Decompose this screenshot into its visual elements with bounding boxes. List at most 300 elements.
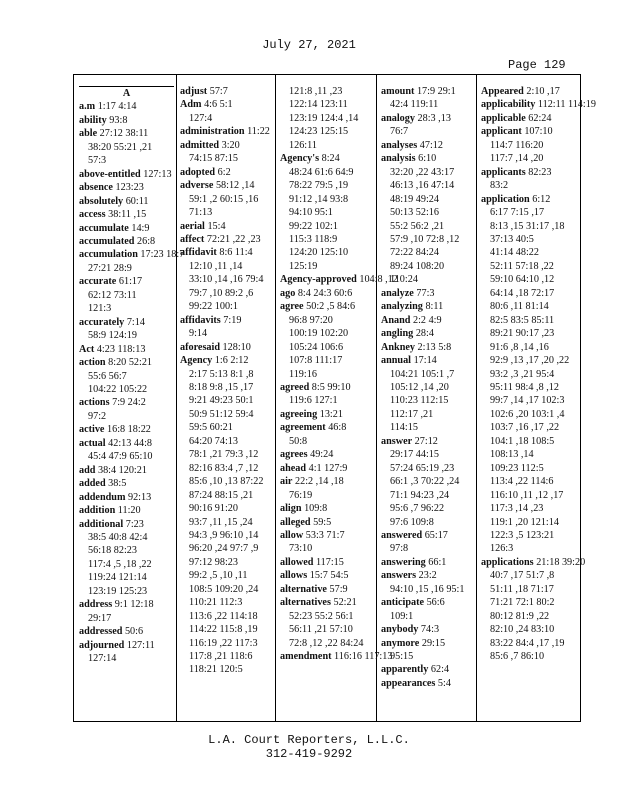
page-refs: 38:5 40:8 42:4 xyxy=(88,531,148,543)
page-refs: 56:11 ,21 57:10 xyxy=(289,624,353,636)
page-refs: 66:1 xyxy=(428,556,447,568)
page-refs: 8:18 9:8 ,15 ,17 xyxy=(189,381,254,393)
page-refs: 92:13 xyxy=(127,491,152,503)
page-refs: 115:3 118:9 xyxy=(289,233,338,245)
index-entry xyxy=(381,139,475,152)
page-refs: 117:8 ,21 118:6 xyxy=(189,651,253,663)
index-column-4 xyxy=(381,85,475,717)
index-term: analyzing xyxy=(381,301,423,313)
index-term: accurate xyxy=(79,276,117,288)
index-entry xyxy=(280,287,375,300)
footer-phone: 312-419-9292 xyxy=(265,747,353,761)
page-refs: 11:22 xyxy=(247,126,270,138)
page-refs: 22:2 ,14 ,18 xyxy=(295,476,344,488)
index-term: amount xyxy=(381,86,415,97)
index-term: answers xyxy=(381,570,417,582)
page-refs: 94:3 ,9 96:10 ,14 xyxy=(189,529,259,541)
page-refs: 8:20 52:21 xyxy=(108,357,153,369)
page-refs: 127:4 xyxy=(189,112,213,124)
index-entry xyxy=(280,529,375,556)
index-term: accurately xyxy=(79,316,125,328)
index-entry xyxy=(381,435,475,529)
page-refs: 27:12 38:11 xyxy=(99,128,149,140)
index-entry xyxy=(79,248,185,275)
page-refs: 105:12 ,14 ,20 xyxy=(390,381,449,393)
index-entry xyxy=(280,300,375,381)
page-refs: 78:1 ,21 79:3 ,12 xyxy=(189,449,259,461)
page-refs: 2:17 5:13 8:1 ,8 xyxy=(189,368,254,380)
page-refs: 48:24 61:6 64:9 xyxy=(289,166,354,178)
page-refs: 64:14 ,18 72:17 xyxy=(490,287,555,299)
page-refs: 7:23 xyxy=(125,518,144,530)
page-refs: 9:14 xyxy=(189,328,208,340)
index-entry xyxy=(381,556,475,569)
page-refs: 87:24 88:15 ,21 xyxy=(189,489,254,501)
page-refs: 11:20 xyxy=(117,505,141,517)
index-entry xyxy=(79,464,174,477)
index-entry xyxy=(79,208,174,221)
page-refs: 6:10 xyxy=(418,153,437,165)
page-refs: 117:7 ,14 ,20 xyxy=(490,153,544,165)
page-refs: 117:3 ,14 ,23 xyxy=(490,503,544,515)
page-refs: 9:1 12:18 xyxy=(114,599,154,611)
index-term: adopted xyxy=(180,166,216,178)
index-term: application xyxy=(481,193,530,205)
index-entry xyxy=(381,529,475,556)
index-term: applications xyxy=(481,556,534,568)
page-refs: 46:13 ,16 47:14 xyxy=(390,180,455,192)
index-term: action xyxy=(79,357,106,369)
page-refs: 8:4 24:3 60:6 xyxy=(297,287,353,299)
index-frame xyxy=(73,74,596,722)
page-refs: 123:23 xyxy=(115,182,144,194)
index-term: analyze xyxy=(381,287,414,299)
index-entry xyxy=(280,502,375,515)
index-term: absence xyxy=(79,182,113,194)
page-refs: 74:15 87:15 xyxy=(189,153,238,165)
index-entry xyxy=(280,152,375,273)
page-refs: 6:17 7:15 ,17 xyxy=(490,207,545,219)
index-term: actions xyxy=(79,397,110,409)
index-term: agreed xyxy=(280,381,310,393)
page-refs: 76:7 xyxy=(390,126,409,138)
index-term: apparently xyxy=(381,664,429,676)
page-refs: 97:6 109:8 xyxy=(390,516,434,528)
index-entry xyxy=(280,583,375,596)
page-refs: 65:17 xyxy=(424,529,448,541)
index-term: appearances xyxy=(381,677,436,689)
index-term: Adm xyxy=(180,99,202,111)
index-term: annual xyxy=(381,355,412,367)
index-entry xyxy=(381,569,475,596)
index-term: applicability xyxy=(481,99,536,111)
page-refs: 99:7 ,14 ,17 102:3 xyxy=(490,395,565,407)
index-entry xyxy=(481,85,580,98)
index-entry xyxy=(280,85,375,152)
page-refs: 60:11 xyxy=(125,195,149,207)
page-refs: 1:17 4:14 xyxy=(97,101,137,113)
page-refs: 126:3 xyxy=(490,543,514,555)
index-term: alternative xyxy=(280,583,327,595)
index-term: alleged xyxy=(280,516,311,528)
page-refs: 50:8 xyxy=(289,435,308,447)
page-refs: 89:24 108:20 xyxy=(390,260,445,272)
page-refs: 9:21 49:23 50:1 xyxy=(189,395,254,407)
page-refs: 59:5 xyxy=(313,516,332,528)
page-refs: 62:12 73:11 xyxy=(88,289,137,301)
page-refs: 126:11 xyxy=(289,139,317,151)
index-term: Agency xyxy=(180,355,213,367)
index-term: analogy xyxy=(381,112,415,124)
index-entry xyxy=(180,179,274,219)
index-term: a.m xyxy=(79,101,96,113)
index-entry xyxy=(79,100,174,113)
page-refs: 97:8 xyxy=(390,543,409,555)
page-refs: 26:8 xyxy=(137,235,156,247)
index-term: anticipate xyxy=(381,597,425,609)
column-divider xyxy=(176,75,177,721)
page-refs: 99:2 ,5 ,10 ,11 xyxy=(189,570,248,582)
index-entry xyxy=(180,233,274,246)
page-refs: 15:7 54:5 xyxy=(309,570,349,582)
index-term: answered xyxy=(381,529,423,541)
page-refs: 42:4 119:11 xyxy=(390,99,439,111)
column-divider xyxy=(275,75,276,721)
index-term: angling xyxy=(381,328,414,340)
page-refs: 105:24 106:6 xyxy=(289,341,344,353)
page-refs: 52:23 55:2 56:1 xyxy=(289,610,354,622)
page-refs: 104:1 ,18 108:5 xyxy=(490,435,555,447)
index-entry xyxy=(381,341,475,354)
page-refs: 41:14 48:22 xyxy=(490,247,539,259)
page-refs: 45:4 47:9 65:10 xyxy=(88,451,153,463)
page-refs: 94:10 ,15 ,16 95:1 xyxy=(390,583,465,595)
index-term: adjourned xyxy=(79,639,125,651)
page-refs: 95:11 98:4 ,8 ,12 xyxy=(490,381,559,393)
index-term: additional xyxy=(79,518,124,530)
index-entry xyxy=(180,314,274,341)
page-refs: 112:17 ,21 xyxy=(390,408,434,420)
page-refs: 71:1 94:23 ,24 xyxy=(390,489,450,501)
index-entry xyxy=(79,423,174,436)
index-term: addition xyxy=(79,505,116,517)
index-entry xyxy=(79,639,174,666)
index-term: ago xyxy=(280,287,296,299)
index-term: allowed xyxy=(280,556,314,568)
index-entry xyxy=(79,127,174,167)
page-number: Page 129 xyxy=(508,58,566,72)
index-term: agrees xyxy=(280,449,308,461)
page-refs: 97:2 xyxy=(88,410,107,422)
index-term: address xyxy=(79,599,113,611)
page-refs: 102:6 ,20 103:1 ,4 xyxy=(490,408,565,420)
page-refs: 94:10 95:1 xyxy=(289,207,333,219)
index-entry xyxy=(481,112,580,125)
page-refs: 4:23 118:13 xyxy=(96,343,146,355)
index-term: adjust xyxy=(180,86,208,97)
index-entry xyxy=(79,437,174,464)
page-refs: 109:8 xyxy=(304,503,328,515)
index-term: Appeared xyxy=(481,86,524,97)
index-entry xyxy=(79,504,174,517)
index-term: accumulate xyxy=(79,222,129,234)
index-entry xyxy=(180,139,274,166)
page-refs: 116:19 ,22 117:3 xyxy=(189,637,258,649)
page-refs: 8:24 xyxy=(321,153,340,165)
page-refs: 82:10 ,24 83:10 xyxy=(490,624,555,636)
page-refs: 93:7 ,11 ,15 ,24 xyxy=(189,516,253,528)
index-entry xyxy=(180,85,274,98)
index-entry xyxy=(280,650,393,663)
page-refs: 71:13 xyxy=(189,207,213,219)
index-term: admitted xyxy=(180,139,220,151)
page-refs: 93:2 ,3 ,21 95:4 xyxy=(490,368,555,380)
index-entry xyxy=(180,220,274,233)
index-term: ability xyxy=(79,114,107,126)
page-refs: 103:7 ,16 ,17 ,22 xyxy=(490,422,560,434)
index-term: allow xyxy=(280,529,304,541)
page-refs: 119:1 ,20 121:14 xyxy=(490,516,559,528)
page-refs: 5:4 xyxy=(437,677,451,689)
page-refs: 6:2 xyxy=(217,166,231,178)
index-column-1 xyxy=(79,85,185,717)
page-refs: 95:6 ,7 96:22 xyxy=(390,503,445,515)
page-refs: 90:16 91:20 xyxy=(189,503,238,515)
index-term: Anand xyxy=(381,314,411,326)
page-refs: 93:8 xyxy=(109,114,128,126)
index-entry xyxy=(481,166,580,193)
index-entry xyxy=(180,125,274,138)
page-refs: 96:8 97:20 xyxy=(289,314,333,326)
page-refs: 61:17 xyxy=(118,276,143,288)
page-refs: 100:19 102:20 xyxy=(289,328,349,340)
page-refs: 99:22 102:1 xyxy=(289,220,338,232)
index-term: amendment xyxy=(280,651,332,663)
page-refs: 108:13 ,14 xyxy=(490,449,534,461)
page-refs: 119:6 127:1 xyxy=(289,395,338,407)
page-refs: 124:23 125:15 xyxy=(289,126,349,138)
page-refs: 109:1 xyxy=(390,610,414,622)
page-refs: 91:6 ,8 ,14 ,16 xyxy=(490,341,549,353)
page-refs: 122:14 123:11 xyxy=(289,99,348,111)
index-entry xyxy=(79,316,174,343)
index-entry xyxy=(79,518,174,599)
page-refs: 110:23 112:15 xyxy=(390,395,449,407)
index-entry xyxy=(180,98,274,125)
page-refs: 73:10 xyxy=(289,543,313,555)
index-entry xyxy=(280,381,375,408)
page-refs: 4:6 5:1 xyxy=(204,99,233,111)
page-refs: 50:2 ,5 84:6 xyxy=(306,301,356,313)
index-entry xyxy=(180,341,274,354)
index-term: alternatives xyxy=(280,597,331,609)
index-entry xyxy=(280,475,375,502)
page-refs: 117:4 ,5 ,18 ,22 xyxy=(88,558,152,570)
index-term: accumulation xyxy=(79,249,138,261)
page-refs: 92:9 ,13 ,17 ,20 ,22 xyxy=(490,355,570,367)
page-refs: 121:3 xyxy=(88,303,112,315)
page-refs: 4:1 127:9 xyxy=(308,462,348,474)
page-refs: 114:7 116:20 xyxy=(490,139,544,151)
page-refs: 8:6 11:4 xyxy=(219,247,253,259)
page-refs: 117:15 xyxy=(315,556,344,568)
page-refs: 57:9 xyxy=(329,583,348,595)
page-refs: 110:24 xyxy=(390,274,418,286)
page-refs: 27:12 xyxy=(414,435,438,447)
page-refs: 82:16 83:4 ,7 ,12 xyxy=(189,462,259,474)
index-term: accumulated xyxy=(79,235,135,247)
page-refs: 119:24 121:14 xyxy=(88,572,147,584)
index-term: adverse xyxy=(180,180,214,192)
page-refs: 37:13 40:5 xyxy=(490,233,534,245)
index-term: affidavit xyxy=(180,247,217,259)
page-refs: 8:11 xyxy=(425,301,444,313)
index-term: able xyxy=(79,128,98,140)
index-entry xyxy=(481,556,586,664)
index-term: actual xyxy=(79,437,106,449)
page-refs: 29:17 44:15 xyxy=(390,449,439,461)
page-refs: 99:22 100:1 xyxy=(189,301,238,313)
page-refs: 114:15 xyxy=(390,422,418,434)
index-term: anybody xyxy=(381,624,419,636)
index-entry xyxy=(381,314,475,327)
page-refs: 85:6 ,7 86:10 xyxy=(490,651,545,663)
index-entry xyxy=(481,125,580,165)
page-refs: 2:10 ,17 xyxy=(526,86,560,97)
index-entry xyxy=(79,168,174,181)
index-entry xyxy=(280,596,375,650)
page-refs: 110:21 112:3 xyxy=(189,597,243,609)
page-refs: 6:12 xyxy=(532,193,551,205)
page-refs: 59:10 64:10 ,12 xyxy=(490,274,555,286)
index-entry xyxy=(79,195,174,208)
page-refs: 28:3 ,13 xyxy=(417,112,451,124)
page-refs: 123:19 125:23 xyxy=(88,585,148,597)
page-refs: 97:12 98:23 xyxy=(189,556,238,568)
index-term: add xyxy=(79,464,96,476)
page-refs: 104:8 ,12 xyxy=(359,274,398,286)
page-refs: 50:13 52:16 xyxy=(390,207,439,219)
page-refs: 95:15 xyxy=(390,651,414,663)
page-refs: 124:20 125:10 xyxy=(289,247,349,259)
index-term: agreement xyxy=(280,422,326,434)
index-term: align xyxy=(280,503,302,515)
page-refs: 77:3 xyxy=(416,287,435,299)
page-refs: 85:6 ,10 ,13 87:22 xyxy=(189,476,264,488)
index-term: aforesaid xyxy=(180,341,220,353)
page-refs: 59:5 60:21 xyxy=(189,422,233,434)
index-entry xyxy=(79,356,174,396)
page-refs: 55:6 56:7 xyxy=(88,370,127,382)
page-refs: 76:19 xyxy=(289,489,313,501)
page-refs: 29:15 xyxy=(421,637,446,649)
index-term: added xyxy=(79,478,106,490)
page-refs: 49:24 xyxy=(310,449,334,461)
index-term: answering xyxy=(381,556,426,568)
page-refs: 21:18 39:20 xyxy=(536,556,586,568)
index-entry xyxy=(381,637,475,664)
page-refs: 48:19 49:24 xyxy=(390,193,439,205)
page-refs: 62:4 xyxy=(430,664,450,676)
index-entry xyxy=(180,354,274,677)
page-refs: 113:4 ,22 114:6 xyxy=(490,476,554,488)
page-refs: 50:9 51:12 59:4 xyxy=(189,408,254,420)
page-refs: 109:23 112:5 xyxy=(490,462,544,474)
index-term: ahead xyxy=(280,462,307,474)
page-refs: 112:11 114:19 xyxy=(537,99,596,111)
index-term: aerial xyxy=(180,220,205,232)
page-refs: 17:23 18:7 xyxy=(140,249,185,261)
index-term: affect xyxy=(180,233,205,245)
page-refs: 50:6 xyxy=(124,626,144,638)
index-entry xyxy=(280,421,375,448)
index-term: absolutely xyxy=(79,195,124,207)
column-divider xyxy=(376,75,377,721)
page-refs: 127:14 xyxy=(88,653,117,665)
index-entry xyxy=(381,677,475,690)
page-refs: 58:9 124:19 xyxy=(88,330,137,342)
page-refs: 127:11 xyxy=(126,639,155,651)
page-refs: 1:6 2:12 xyxy=(214,355,249,367)
page-refs: 55:2 56:2 ,21 xyxy=(390,220,445,232)
page-refs: 64:20 74:13 xyxy=(189,435,238,447)
index-entry xyxy=(381,112,475,139)
page-refs: 52:11 57:18 ,22 xyxy=(490,260,554,272)
index-entry xyxy=(180,166,274,179)
page-refs: 74:3 xyxy=(420,624,440,636)
index-entry xyxy=(180,246,274,313)
index-entry xyxy=(280,408,375,421)
page-refs: 83:2 xyxy=(490,180,509,192)
page-refs: 108:5 109:20 ,24 xyxy=(189,583,259,595)
page-refs: 114:22 115:8 ,19 xyxy=(189,624,258,636)
index-term: affidavits xyxy=(180,314,221,326)
index-entry xyxy=(381,300,475,313)
page-refs: 78:22 79:5 ,19 xyxy=(289,180,349,192)
page-refs: 72:22 84:24 xyxy=(390,247,439,259)
page-refs: 7:19 xyxy=(223,314,242,326)
page-refs: 17:14 xyxy=(413,355,437,367)
page-refs: 13:21 xyxy=(319,408,343,420)
index-entry xyxy=(79,598,174,625)
index-term: air xyxy=(280,476,293,488)
index-term: Agency's xyxy=(280,153,320,165)
index-entry xyxy=(280,273,398,286)
index-entry xyxy=(381,623,475,636)
index-entry xyxy=(79,477,174,490)
page-refs: 52:21 xyxy=(333,597,357,609)
page-refs: 38:20 55:21 ,21 xyxy=(88,141,153,153)
index-term: Act xyxy=(79,343,95,355)
page-refs: 72:8 ,12 ,22 84:24 xyxy=(289,637,364,649)
page-refs: 38:5 xyxy=(108,478,127,490)
page-refs: 123:19 124:4 ,14 xyxy=(289,112,359,124)
index-column-5 xyxy=(481,85,596,717)
page-date: July 27, 2021 xyxy=(262,38,356,52)
page-refs: 8:13 ,15 31:17 ,18 xyxy=(490,220,565,232)
page-refs: 116:10 ,11 ,12 ,17 xyxy=(490,489,564,501)
index-term: access xyxy=(79,209,106,221)
index-term: applicable xyxy=(481,112,526,124)
index-entry xyxy=(381,287,475,300)
index-term: applicants xyxy=(481,166,526,178)
page-refs: 57:24 65:19 ,23 xyxy=(390,462,455,474)
index-term: addendum xyxy=(79,491,126,503)
page-refs: 17:9 29:1 xyxy=(416,86,456,97)
index-entry xyxy=(79,222,174,235)
section-letter: A xyxy=(79,86,174,100)
page-refs: 59:1 ,2 60:15 ,16 xyxy=(189,193,259,205)
